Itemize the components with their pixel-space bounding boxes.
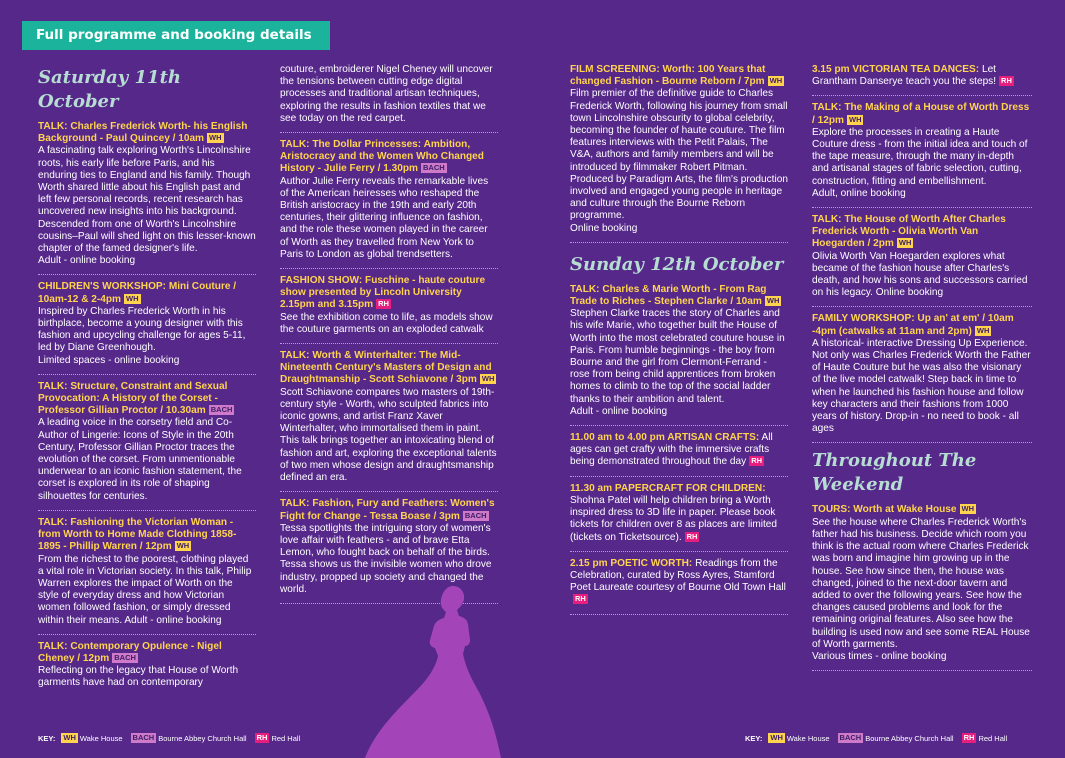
event-title-text: TALK: The Dollar Princesses: Ambition, Aristocracy and the Women Who Changed History - Julie Ferry / 1.30pm [280,139,484,175]
event-title-text: TALK: The Making of a House of Worth Dress / 12pm [812,102,1030,126]
event-description [812,517,1032,663]
event-paragraph: Film premier of the definitive guide to Charles Frederick Worth, following his journey from small town Lincolnshire obscurity to global celebrity, becoming the founder of haute couture. The film features interviews with the Petit Palais, The V&A, authors and family members and will be introduced by filmmaker Robert Pitman. Produced by Paradigm Arts, the film's production involved and engaged young people in heritage and culture through the Bourne Reborn programme. [570,88,788,222]
continued-paragraph: couture, embroiderer Nigel Cheney will uncover the tensions between cutting edge digital processes and traditional artisan techniques, exploring the results in fashion textiles that we see today on the red carpet. [280,64,493,124]
event-description [38,554,256,627]
event-listing [38,121,256,275]
event-listing [812,102,1032,208]
event-title [38,381,256,418]
event-title [38,517,256,554]
event-paragraph: Stephen Clarke traces the story of Charles and his wife Marie, who together built the House of Worth into the most celebrated couture house in Paris. From humble beginnings - the boy from Bourne and the girl from Clermont-Ferrand - rose from being child apprentices from broken homes to climb to the top of the social ladder thanks to their ambition and talent. [570,308,785,405]
venue-tag: RH [575,594,586,604]
event-listing [570,558,788,615]
venue-tag: RH [751,456,763,466]
key-tag: RH [256,733,268,742]
event-listing [812,504,1032,671]
event-title [38,121,256,145]
event-paragraph: Various times - online booking [812,650,947,662]
event-title-text: TALK: Fashion, Fury and Feathers: Women's Fight for Change - Tessa Boase / 3pm [280,498,495,522]
event-paragraph: A historical- interactive Dressing Up Experience. Not only was Charles Frederick Worth the Father of Haute Couture but he was also the visionary of the live model catwalk! Step back in time to when he launched his fashion house and follow key characters and their fashions from 1000 years of history. Drop-in - no need to book - all ages [812,337,1031,435]
event-title [38,641,256,665]
key-venue-name: Red Hall [978,734,1008,743]
key-tag: BACH [839,733,862,742]
key-venue-name: Wake House [786,734,830,743]
venue-tag: RH [686,531,698,541]
event-paragraph: Explore the processes in creating a Haute Couture dress - from the initial idea and touch of the tape measure, through the many in-depth and artisanal stages of fabric selection, cutting, construction, fitting and embellishment. [812,126,1028,187]
event-title [812,102,1032,126]
key-tag: BACH [132,733,155,742]
day-heading-saturday: Saturday 11th October [38,67,181,112]
event-listing [280,350,498,492]
event-paragraph: Reflecting on the legacy that House of Worth garments have had on contemporary [38,665,239,689]
event-description [38,665,256,689]
event-title-text: FASHION SHOW: Fuschine - haute couture show presented by Lincoln University 2.15pm and 3.15pm [280,275,486,311]
venue-tag: BACH [423,163,445,173]
event-description [38,417,256,502]
event-title [812,214,1032,251]
event-listing [38,641,256,697]
event-paragraph: See the exhibition come to life, as models show the couture garments on an exploded catwalk [280,311,493,335]
venue-tag: WH [481,374,495,384]
event-title-text: FAMILY WORKSHOP: Up an' at em' / 10am -4pm (catwalks at 11am and 2pm) [812,313,1014,337]
event-description [570,308,788,418]
event-paragraph: Scott Schiavone compares two masters of 19th-century style - Worth, who sculpted fabrics into iconic gowns, and artist Franz Xaver Winterhalter, who immortalised them in paint. This talk brings together an intoxicating blend of fashion and art, exploring the exceptional talents of two men whose design and draughtsmanship defined an era. [280,386,497,484]
event-paragraph: From the richest to the poorest, clothing played a vital role in Victorian society. In this talk, Philip Warren explores the impact of Worth on the style of everyday dress and how Victorian women followed fashion, or simply dressed within their means. Adult - online booking [38,553,252,626]
event-listing [280,275,498,344]
event-paragraph: Readings from the Celebration, curated by Ross Ayres, Stamford Poet Laureate courtesy of Bourne Old Town Hall [570,557,786,594]
event-title [570,483,788,544]
event-title [570,64,788,88]
event-listing [570,64,788,243]
event-title [280,498,498,522]
key-tag: WH [63,733,76,742]
event-title-text: TALK: The House of Worth After Charles Frederick Worth - Olivia Worth Van Hoegarden / 2pm [812,214,1006,250]
key-venue-name: Wake House [79,734,123,743]
column-saturday-2 [280,64,498,610]
event-paragraph: All ages can get crafty with the immersive crafts being demonstrated throughout the day [570,432,773,468]
key-venue-name: Bourne Abbey Church Hall [158,734,247,743]
event-title-text: 3.15 pm VICTORIAN TEA DANCES: [812,64,980,75]
venue-tag: WH [209,133,222,143]
event-listing [570,483,788,552]
event-title-text: TALK: Contemporary Opulence - Nigel Cheney / 12pm [38,640,222,664]
event-title-text: 11.00 am to 4.00 pm ARTISAN CRAFTS: [570,432,760,444]
event-listing [38,517,256,635]
event-title-text: 2.15 pm POETIC WORTH: [570,557,693,569]
key-venue-name: Bourne Abbey Church Hall [865,734,954,743]
continued-text [280,64,498,133]
event-title [812,504,1032,516]
venue-tag: BACH [114,652,136,662]
event-description [812,251,1032,300]
key-label: KEY: [745,734,763,743]
event-title-text: FILM SCREENING: Worth: 100 Years that changed Fashion - Bourne Reborn / 7pm [570,64,766,88]
event-description [570,88,788,234]
venue-tag: WH [961,504,975,514]
day-heading-sunday: Sunday 12th October [570,253,784,275]
key-tag: RH [963,733,975,742]
event-title [570,432,788,469]
event-paragraph: Let Grantham Danserye teach you the steps! [812,64,997,88]
event-paragraph: Tessa spotlights the intriguing story of women's love affair with feathers - and of brave Etta Lemon, who fought back on behalf of the birds. Tessa shows us the invisible women who drove industry, propped up society and changed the world. [280,522,492,595]
venue-key-right [745,733,1015,744]
event-paragraph: See the house where Charles Frederick Worth's father had his business. Decide which room you think is the actual room where Charles Frederick was born and imagine him growing up in the house. See how since then, the house was changed, joined to the next-door tavern and added to over the following years. See how the changes caused problems and look for the remaining original features. Also see how the building is used now and see some REAL House of Worth garments. [812,516,1030,650]
event-listing [812,313,1032,443]
venue-tag: WH [176,541,190,551]
event-title [812,64,1032,88]
venue-tag: WH [766,296,780,306]
event-paragraph: Olivia Worth Van Hoegarden explores what became of the fashion house after Charles's death, and how his sons and successors carried on his legacy. Online booking [812,250,1028,299]
event-title [280,350,498,387]
column-saturday-1 [38,66,256,703]
event-paragraph: Adult - online booking [38,255,136,267]
event-paragraph: Limited spaces - online booking [38,354,180,366]
key-venue-name: Red Hall [271,734,301,743]
column-sunday-1 [570,64,788,621]
column-sunday-2 [812,64,1032,677]
key-tag: WH [770,733,783,742]
event-title-text: TALK: Charles & Marie Worth - From Rag Trade to Riches - Stephen Clarke / 10am [570,283,767,308]
programme-banner: Full programme and booking details [22,21,330,50]
event-description [280,387,498,485]
event-title-text: TALK: Fashioning the Victorian Woman - from Worth to Home Made Clothing 1858-1895 - Phillip Warren / 12pm [38,516,237,553]
event-paragraph: A leading voice in the corsetry field and Co-Author of Lingerie: Icons of Style in the 20th Century, Professor Gillian Proctor traces the evolution of the corset. From unmentionable underwear to an iconic fashion statement, the corset is explored in its role of shaping silhouettes for centuries. [38,417,242,502]
event-listing [38,381,256,511]
event-title-text: TALK: Worth & Winterhalter: The Mid-Nineteenth Century's Masters of Design and Draughtmanship - Scott Schiavone / 3pm [280,350,492,386]
event-description [812,338,1032,436]
venue-tag: BACH [210,405,233,415]
event-listing [812,214,1032,307]
event-description [280,176,498,261]
event-title-text: TALK: Charles Frederick Worth- his English Background - Paul Quincey / 10am [38,121,248,145]
venue-tag: BACH [464,510,487,520]
key-label: KEY: [38,734,56,743]
event-paragraph: Adult - online booking [570,405,668,417]
event-title-text: TOURS: Worth at Wake House [812,504,957,516]
event-paragraph: A fascinating talk exploring Worth's Lincolnshire roots, his early life before Paris, and his enduring ties to England and his family. Though Worth shared little about his English past and left few personal records, recent research has uncovered new insights into his background. Descended from one of Worth's Lincolnshire cousins–Paul will shed light on this lesser-known chapter of the famed designer's life. [38,145,256,255]
victorian-dress-silhouette [360,570,510,758]
event-listing [570,284,788,426]
event-description [38,145,256,267]
event-description [280,312,498,336]
event-title [280,139,498,176]
event-title-text: TALK: Structure, Constraint and Sexual Provocation: A History of the Corset - Professor Gillian Proctor / 10.30am [38,380,228,417]
day-heading-weekend: Throughout The Weekend [812,450,977,496]
venue-tag: RH [378,299,389,309]
venue-tag: WH [848,114,862,124]
event-paragraph: Online booking [570,222,638,234]
event-title-text: CHILDREN'S WORKSHOP: Mini Couture / 10am-12 & 2-4pm [38,281,237,305]
venue-tag: RH [1001,76,1012,86]
venue-tag: WH [898,238,912,248]
event-listing [38,281,256,374]
event-paragraph: Shohna Patel will help children bring a Worth inspired dress to 3D life in paper. Please book tickets for children over 8 as places are limited (tickets on Ticketsource). [570,494,778,543]
event-description [38,306,256,367]
event-listing [812,64,1032,96]
event-title [570,284,788,308]
event-paragraph: Adult, online booking [812,187,906,199]
venue-tag: WH [769,76,783,86]
event-title [570,558,788,607]
event-description [812,127,1032,200]
event-title [38,281,256,305]
venue-tag: WH [976,325,990,335]
event-paragraph: Author Julie Ferry reveals the remarkable lives of the American heiresses who reshaped the British aristocracy in the 19th and early 20th centuries, their glittering influence on fashion, and the role these women played in the career of Worth as they travelled from New York to Paris to London as global trendsetters. [280,175,489,260]
event-listing [570,432,788,477]
event-listing [280,139,498,269]
event-title [812,313,1032,337]
venue-key-left [38,733,308,744]
event-title-text: 11.30 am PAPERCRAFT FOR CHILDREN: [570,482,766,494]
venue-tag: WH [126,293,139,303]
event-title [280,275,498,312]
event-paragraph: Inspired by Charles Frederick Worth in his birthplace, become a young designer with this fashion and upcycling challenge for ages 5-11, led by Diane Greenhough. [38,305,246,354]
